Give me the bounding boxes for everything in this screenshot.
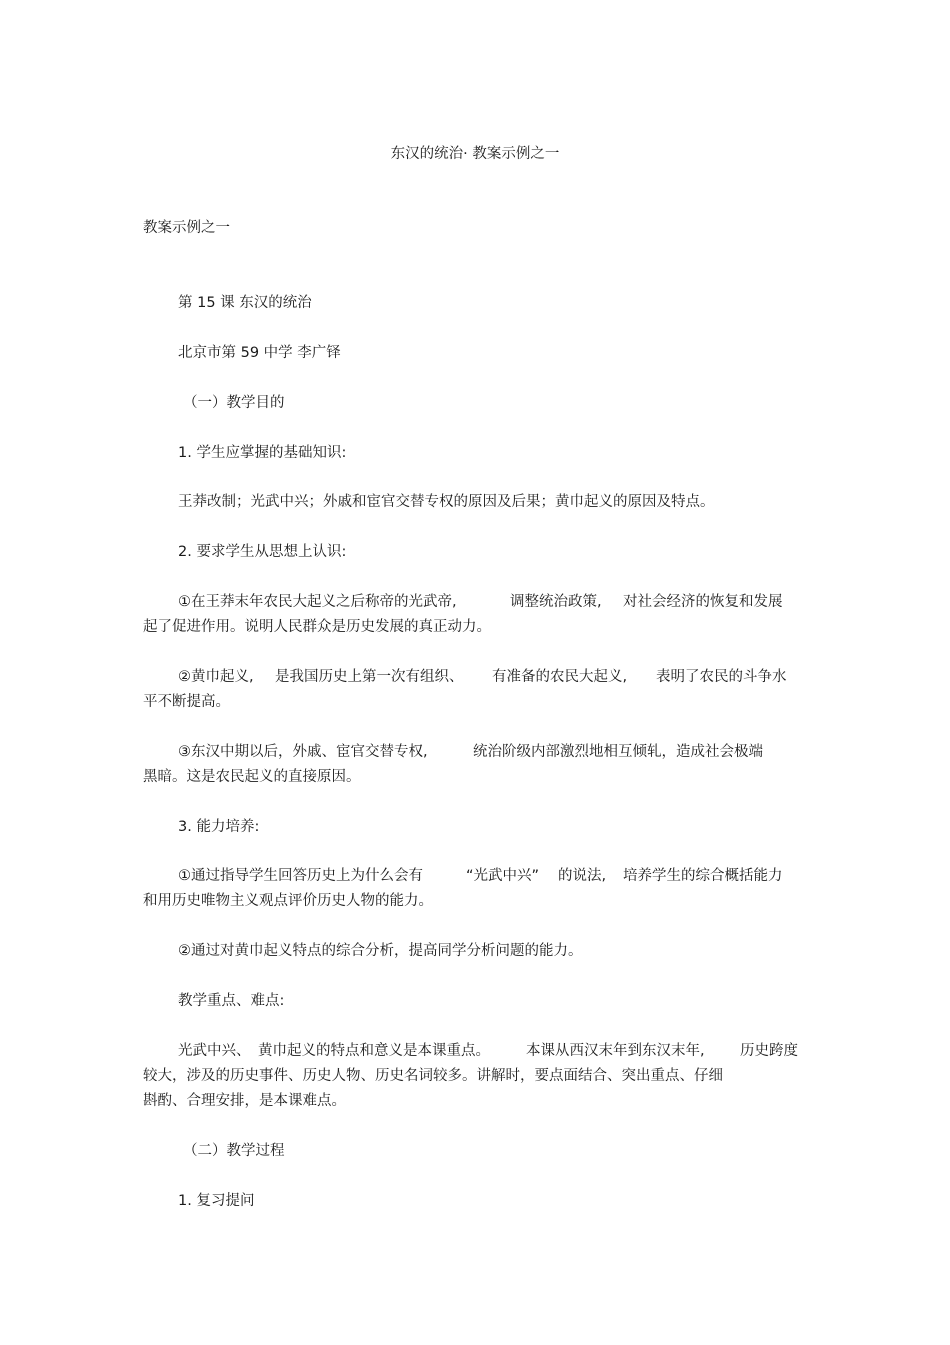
keypoints-heading: 教学重点、难点: xyxy=(178,993,285,1009)
text-segment: ②黄巾起义, xyxy=(178,669,254,685)
document-title: 东汉的统治· 教案示例之一 xyxy=(390,146,560,162)
text-segment: “光武中兴” xyxy=(466,868,540,884)
lesson-title: 第 15 课 东汉的统治 xyxy=(178,295,312,311)
text-segment: 是我国历史上第一次有组织、 xyxy=(275,669,464,685)
paragraph-keypoints-cont: 较大，涉及的历史事件、历史人物、历史名词较多。讲解时，要点面结合、突出重点、仔细 xyxy=(143,1068,723,1084)
text-segment: 黄巾起义的特点和意义是本课重点。 xyxy=(258,1043,490,1059)
text-segment: 统治阶级内部激烈地相互倾轧，造成社会极端 xyxy=(473,744,763,760)
paragraph-point-1-cont: 起了促进作用。说明人民群众是历史发展的真正动力。 xyxy=(143,619,491,635)
paragraph-knowledge: 王莽改制；光武中兴；外戚和宦官交替专权的原因及后果；黄巾起义的原因及特点。 xyxy=(178,494,715,510)
paragraph-point-3-cont: 黑暗。这是农民起义的直接原因。 xyxy=(143,769,361,785)
item-heading-knowledge: 1. 学生应掌握的基础知识: xyxy=(178,445,347,461)
section-heading-process: （二）教学过程 xyxy=(183,1143,285,1159)
text-segment: 历史跨度 xyxy=(740,1043,798,1059)
item-heading-review: 1. 复习提问 xyxy=(178,1193,255,1209)
text-segment: 本课从西汉末年到东汉末年, xyxy=(526,1043,705,1059)
paragraph-ability-2: ②通过对黄巾起义特点的综合分析，提高同学分析问题的能力。 xyxy=(178,943,583,959)
section-heading-objectives: （一）教学目的 xyxy=(183,395,285,411)
item-heading-ability: 3. 能力培养: xyxy=(178,819,260,835)
text-segment: 对社会经济的恢复和发展 xyxy=(623,594,783,610)
text-segment: 的说法, xyxy=(558,868,607,884)
document-subtitle: 教案示例之一 xyxy=(143,220,230,236)
text-segment: 有准备的农民大起义, xyxy=(492,669,628,685)
text-segment: 光武中兴、 xyxy=(178,1043,251,1059)
author-line: 北京市第 59 中学 李广铎 xyxy=(178,345,341,361)
text-segment: ①在王莽末年农民大起义之后称帝的光武帝, xyxy=(178,594,457,610)
text-segment: 表明了农民的斗争水 xyxy=(656,669,787,685)
item-heading-thought: 2. 要求学生从思想上认识: xyxy=(178,544,347,560)
paragraph-ability-1-cont: 和用历史唯物主义观点评价历史人物的能力。 xyxy=(143,893,433,909)
paragraph-point-2-cont: 平不断提高。 xyxy=(143,694,230,710)
text-segment: ③东汉中期以后，外戚、宦官交替专权, xyxy=(178,744,428,760)
paragraph-keypoints-cont2: 斟酌、合理安排，是本课难点。 xyxy=(143,1093,346,1109)
text-segment: ①通过指导学生回答历史上为什么会有 xyxy=(178,868,423,884)
text-segment: 培养学生的综合概括能力 xyxy=(623,868,783,884)
text-segment: 调整统治政策, xyxy=(510,594,602,610)
